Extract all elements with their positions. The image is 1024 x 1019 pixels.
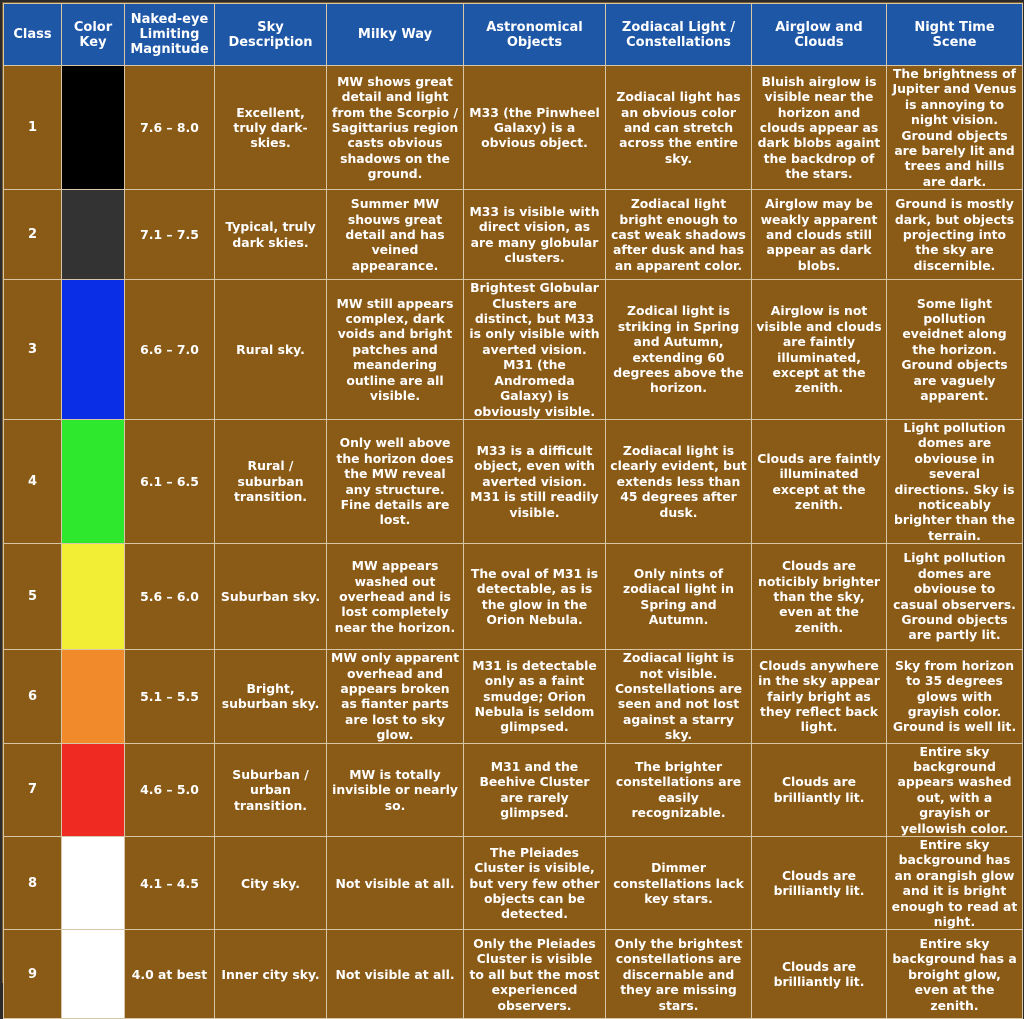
sky-description-cell: Bright, suburban sky. [215, 650, 327, 743]
milky-way-cell: Not visible at all. [327, 930, 464, 1019]
astronomical-objects-cell: M33 is a difficult object, even with averted vision. M31 is still readily visible. [464, 419, 606, 543]
class-cell: 1 [4, 66, 62, 190]
table-row [4, 280, 1023, 420]
bortle-scale-table-container [2, 2, 1023, 1013]
astronomical-objects-cell: M33 (the Pinwheel Galaxy) is a obvious object. [464, 66, 606, 190]
header-milky-way: Milky Way [327, 4, 464, 66]
class-cell: 4 [4, 419, 62, 543]
zodiacal-light-cell: Zodiacal light has an obvious color and can stretch across the entire sky. [606, 66, 752, 190]
airglow-clouds-cell: Clouds are brilliantly lit. [752, 743, 887, 836]
milky-way-cell: MW is totally invisible or nearly so. [327, 743, 464, 836]
astronomical-objects-cell: Brightest Globular Clusters are distinct, but M33 is only visible with averted vision. M31 (the Andromeda Galaxy) is obviously visible. [464, 280, 606, 420]
table-row [4, 650, 1023, 743]
class-cell: 5 [4, 544, 62, 650]
header-row [4, 4, 1023, 66]
header-color-key: Color Key [62, 4, 125, 66]
header-night-time-scene: Night Time Scene [887, 4, 1023, 66]
header-zodiacal-light: Zodiacal Light / Constellations [606, 4, 752, 66]
night-time-scene-cell: Ground is mostly dark, but objects projecting into the sky are discernible. [887, 190, 1023, 280]
airglow-clouds-cell: Clouds are brilliantly lit. [752, 930, 887, 1019]
color-key-swatch [62, 280, 125, 420]
night-time-scene-cell: Entire sky background has a broight glow, even at the zenith. [887, 930, 1023, 1019]
header-class: Class [4, 4, 62, 66]
header-astronomical-objects: Astronomical Objects [464, 4, 606, 66]
header-limiting-magnitude: Naked-eye Limiting Magnitude [125, 4, 215, 66]
color-key-swatch [62, 66, 125, 190]
color-key-swatch [62, 743, 125, 836]
astronomical-objects-cell: The oval of M31 is detectable, as is the glow in the Orion Nebula. [464, 544, 606, 650]
magnitude-cell: 4.1 – 4.5 [125, 837, 215, 930]
magnitude-cell: 4.0 at best [125, 930, 215, 1019]
zodiacal-light-cell: Zodical light is striking in Spring and Autumn, extending 60 degrees above the horizon. [606, 280, 752, 420]
zodiacal-light-cell: Only nints of zodiacal light in Spring and Autumn. [606, 544, 752, 650]
class-cell: 3 [4, 280, 62, 420]
sky-description-cell: Inner city sky. [215, 930, 327, 1019]
astronomical-objects-cell: The Pleiades Cluster is visible, but very few other objects can be detected. [464, 837, 606, 930]
class-cell: 8 [4, 837, 62, 930]
sky-description-cell: Rural sky. [215, 280, 327, 420]
header-airglow-clouds: Airglow and Clouds [752, 4, 887, 66]
sky-description-cell: Excellent, truly dark-skies. [215, 66, 327, 190]
magnitude-cell: 5.6 – 6.0 [125, 544, 215, 650]
class-cell: 9 [4, 930, 62, 1019]
airglow-clouds-cell: Clouds are noticibly brighter than the sky, even at the zenith. [752, 544, 887, 650]
milky-way-cell: MW only apparent overhead and appears broken as fianter parts are lost to sky glow. [327, 650, 464, 743]
night-time-scene-cell: Entire sky background appears washed out, with a grayish or yellowish color. [887, 743, 1023, 836]
sky-description-cell: Suburban / urban transition. [215, 743, 327, 836]
color-key-swatch [62, 650, 125, 743]
bortle-scale-table [3, 3, 1023, 1019]
table-row [4, 419, 1023, 543]
milky-way-cell: MW appears washed out overhead and is lost completely near the horizon. [327, 544, 464, 650]
zodiacal-light-cell: Zodiacal light is clearly evident, but extends less than 45 degrees after dusk. [606, 419, 752, 543]
magnitude-cell: 4.6 – 5.0 [125, 743, 215, 836]
magnitude-cell: 7.1 – 7.5 [125, 190, 215, 280]
airglow-clouds-cell: Clouds are brilliantly lit. [752, 837, 887, 930]
color-key-swatch [62, 837, 125, 930]
sky-description-cell: Rural / suburban transition. [215, 419, 327, 543]
table-row [4, 837, 1023, 930]
airglow-clouds-cell: Bluish airglow is visible near the horizon and clouds appear as dark blobs againt the backdrop of the stars. [752, 66, 887, 190]
table-row [4, 743, 1023, 836]
color-key-swatch [62, 544, 125, 650]
magnitude-cell: 7.6 – 8.0 [125, 66, 215, 190]
night-time-scene-cell: The brightness of Jupiter and Venus is annoying to night vision. Ground objects are barely lit and trees and hills are dark. [887, 66, 1023, 190]
night-time-scene-cell: Light pollution domes are obviouse to casual observers. Ground objects are partly lit. [887, 544, 1023, 650]
table-row [4, 66, 1023, 190]
milky-way-cell: Not visible at all. [327, 837, 464, 930]
table-row [4, 190, 1023, 280]
sky-description-cell: Typical, truly dark skies. [215, 190, 327, 280]
astronomical-objects-cell: Only the Pleiades Cluster is visible to all but the most experienced observers. [464, 930, 606, 1019]
class-cell: 2 [4, 190, 62, 280]
airglow-clouds-cell: Clouds anywhere in the sky appear fairly bright as they reflect back light. [752, 650, 887, 743]
milky-way-cell: Only well above the horizon does the MW reveal any structure. Fine details are lost. [327, 419, 464, 543]
zodiacal-light-cell: Dimmer constellations lack key stars. [606, 837, 752, 930]
night-time-scene-cell: Light pollution domes are obviouse in several directions. Sky is noticeably brighter than the terrain. [887, 419, 1023, 543]
zodiacal-light-cell: Only the brightest constellations are discernable and they are missing stars. [606, 930, 752, 1019]
milky-way-cell: MW still appears complex, dark voids and bright patches and meandering outline are all visible. [327, 280, 464, 420]
color-key-swatch [62, 419, 125, 543]
zodiacal-light-cell: Zodiacal light bright enough to cast weak shadows after dusk and has an apparent color. [606, 190, 752, 280]
table-row [4, 544, 1023, 650]
airglow-clouds-cell: Airglow is not visible and clouds are faintly illuminated, except at the zenith. [752, 280, 887, 420]
night-time-scene-cell: Entire sky background has an orangish glow and it is bright enough to read at night. [887, 837, 1023, 930]
magnitude-cell: 6.6 – 7.0 [125, 280, 215, 420]
sky-description-cell: City sky. [215, 837, 327, 930]
header-sky-description: Sky Description [215, 4, 327, 66]
astronomical-objects-cell: M31 and the Beehive Cluster are rarely glimpsed. [464, 743, 606, 836]
magnitude-cell: 5.1 – 5.5 [125, 650, 215, 743]
table-row [4, 930, 1023, 1019]
milky-way-cell: MW shows great detail and light from the Scorpio / Sagittarius region casts obvious shadows on the ground. [327, 66, 464, 190]
airglow-clouds-cell: Airglow may be weakly apparent and clouds still appear as dark blobs. [752, 190, 887, 280]
night-time-scene-cell: Some light pollution eveidnet along the horizon. Ground objects are vaguely apparent. [887, 280, 1023, 420]
zodiacal-light-cell: Zodiacal light is not visible. Constellations are seen and not lost against a starry sky. [606, 650, 752, 743]
astronomical-objects-cell: M31 is detectable only as a faint smudge; Orion Nebula is seldom glimpsed. [464, 650, 606, 743]
class-cell: 7 [4, 743, 62, 836]
class-cell: 6 [4, 650, 62, 743]
astronomical-objects-cell: M33 is visible with direct vision, as are many globular clusters. [464, 190, 606, 280]
sky-description-cell: Suburban sky. [215, 544, 327, 650]
magnitude-cell: 6.1 – 6.5 [125, 419, 215, 543]
night-time-scene-cell: Sky from horizon to 35 degrees glows with grayish color. Ground is well lit. [887, 650, 1023, 743]
airglow-clouds-cell: Clouds are faintly illuminated except at the zenith. [752, 419, 887, 543]
color-key-swatch [62, 930, 125, 1019]
color-key-swatch [62, 190, 125, 280]
zodiacal-light-cell: The brighter constellations are easily recognizable. [606, 743, 752, 836]
milky-way-cell: Summer MW shouws great detail and has veined appearance. [327, 190, 464, 280]
